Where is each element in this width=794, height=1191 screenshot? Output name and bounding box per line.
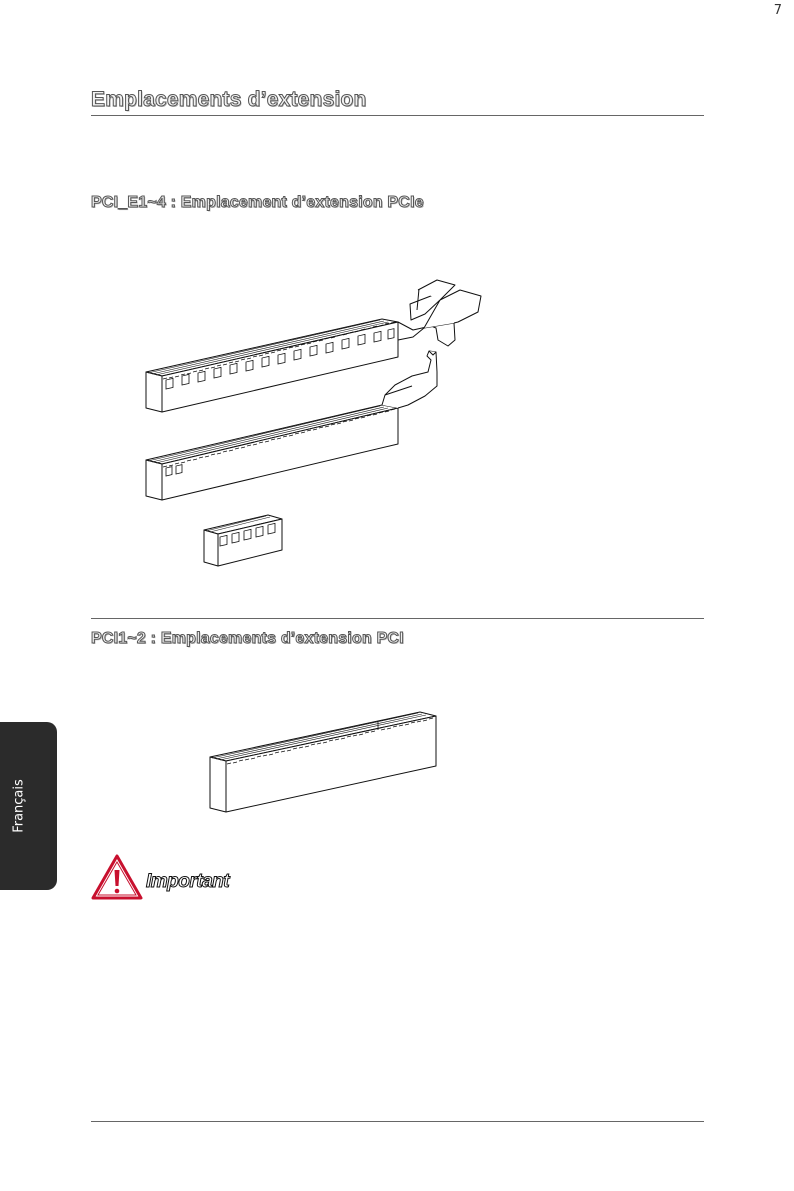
section-title: Emplacements d’extension [91, 88, 367, 111]
pci-heading: PCI1~2 : Emplacements d’extension PCI [91, 630, 404, 647]
page-number: 7 [773, 3, 782, 18]
footer-rule [91, 1121, 704, 1122]
important-label: Important [146, 871, 230, 892]
pcie-heading: PCI_E1~4 : Emplacement d’extension PCIe [91, 194, 424, 211]
language-side-tab-label: Français [11, 779, 27, 833]
